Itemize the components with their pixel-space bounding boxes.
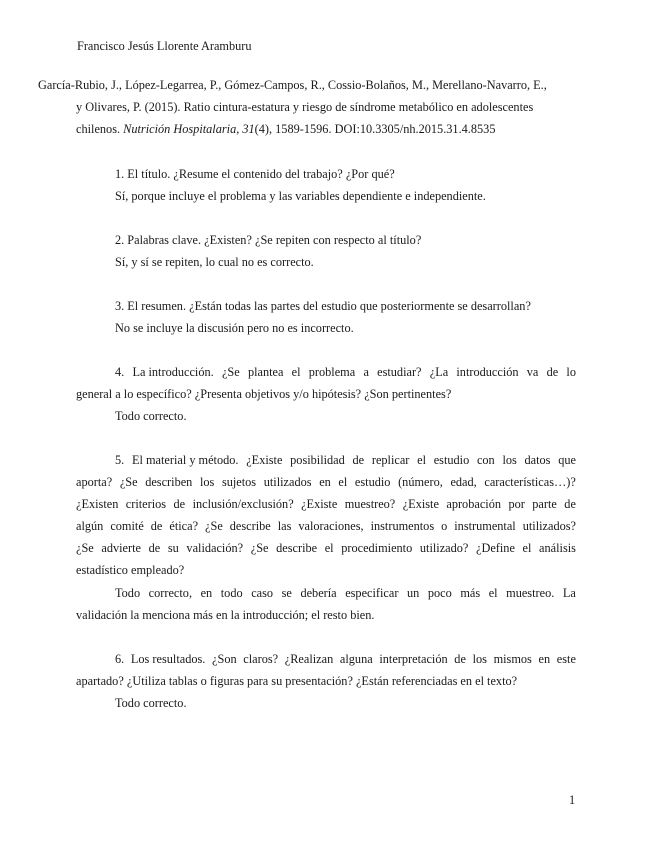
reference-line-3: chilenos. Nutrición Hospitalaria, 31(4), 1589-1596. DOI:10.3305/nh.2015.31.4.8535: [76, 122, 496, 136]
question-4-line-1: 4. La introducción. ¿Se plantea el problema a estudiar? ¿La introducción va de lo: [115, 365, 576, 379]
question-3: 3. El resumen. ¿Están todas las partes del estudio que posteriormente se desarrollan?: [115, 299, 531, 313]
reference-line-2: y Olivares, P. (2015). Ratio cintura-estatura y riesgo de síndrome metabólico en adolescentes: [76, 100, 534, 114]
answer-3: No se incluye la discusión pero no es incorrecto.: [115, 321, 354, 335]
answer-5-line-1: Todo correcto, en todo caso se debería especificar un poco más el muestreo. La: [115, 586, 576, 600]
question-5-line-6: estadístico empleado?: [76, 563, 185, 577]
author-header: Francisco Jesús Llorente Aramburu: [77, 39, 252, 53]
answer-6: Todo correcto.: [115, 696, 187, 710]
question-5-line-3: ¿Existen criterios de inclusión/exclusión? ¿Existe muestreo? ¿Existe aprobación por parte de: [76, 497, 576, 511]
question-5-line-4: algún comité de ética? ¿Se describe las valoraciones, instrumentos o instrumental utilizados?: [76, 519, 576, 533]
question-5-line-5: ¿Se advierte de su validación? ¿Se describe el procedimiento utilizado? ¿Define el análisis: [76, 541, 576, 555]
answer-2: Sí, y sí se repiten, lo cual no es correcto.: [115, 255, 314, 269]
question-5-line-2: aporta? ¿Se describen los sujetos utilizados en el estudio (número, edad, características…)?: [76, 475, 576, 489]
question-4-line-2: general a lo específico? ¿Presenta objetivos y/o hipótesis? ¿Son pertinentes?: [76, 387, 452, 401]
question-6-line-1: 6. Los resultados. ¿Son claros? ¿Realizan alguna interpretación de los mismos en este: [115, 652, 576, 666]
question-6-line-2: apartado? ¿Utiliza tablas o figuras para su presentación? ¿Están referenciadas en el texto?: [76, 674, 518, 688]
answer-1: Sí, porque incluye el problema y las variables dependiente e independiente.: [115, 189, 486, 203]
question-5-line-1: 5. El material y método. ¿Existe posibilidad de replicar el estudio con los datos que: [115, 453, 576, 467]
journal-name: Nutrición Hospitalaria: [123, 122, 237, 136]
reference-line-1: García-Rubio, J., López-Legarrea, P., Gómez-Campos, R., Cossio-Bolaños, M., Merellano-Navarro, E.,: [38, 78, 547, 92]
answer-5-line-2: validación la menciona más en la introducción; el resto bien.: [76, 608, 375, 622]
answer-4: Todo correcto.: [115, 409, 187, 423]
page-number: 1: [569, 793, 576, 807]
question-1: 1. El título. ¿Resume el contenido del trabajo? ¿Por qué?: [115, 167, 395, 181]
question-2: 2. Palabras clave. ¿Existen? ¿Se repiten con respecto al título?: [115, 233, 422, 247]
journal-volume: 31: [242, 122, 255, 136]
